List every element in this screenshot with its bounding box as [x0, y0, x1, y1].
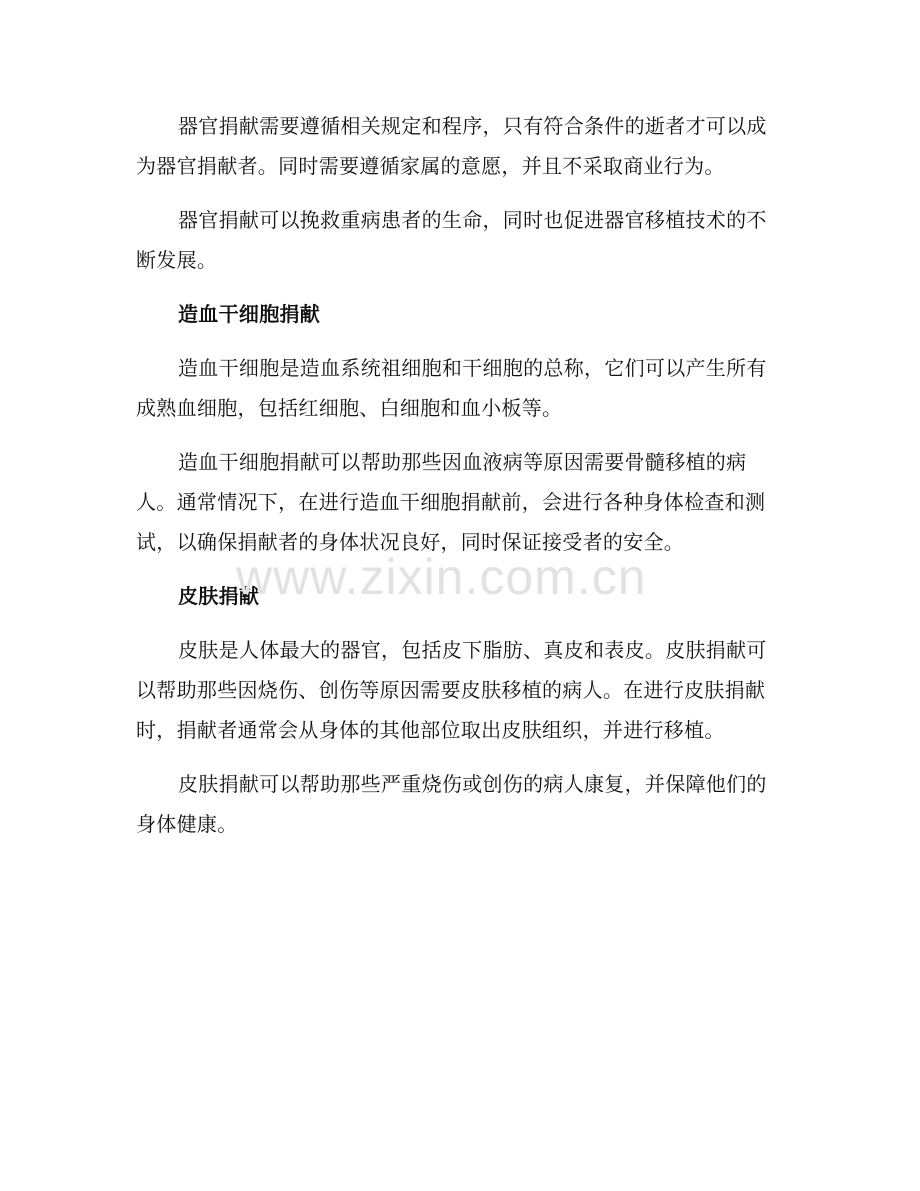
paragraph-organ-donation-rules: 器官捐献需要遵循相关规定和程序，只有符合条件的逝者才可以成为器官捐献者。同时需要遵循家属的意愿，并且不采取商业行为。 — [136, 114, 767, 178]
heading-skin-donation: 皮肤捐献 — [178, 584, 260, 608]
paragraph-skin-donation-benefit: 皮肤捐献可以帮助那些严重烧伤或创伤的病人康复，并保障他们的身体健康。 — [136, 772, 767, 836]
paragraph-stem-cell-definition: 造血干细胞是造血系统祖细胞和干细胞的总称，它们可以产生所有成熟血细胞，包括红细胞、白细胞和血小板等。 — [136, 356, 767, 420]
watermark: www.zixin.com.cn — [236, 549, 647, 605]
heading-hematopoietic-stem-cell-donation: 造血干细胞捐献 — [178, 302, 321, 326]
paragraph-skin-definition: 皮肤是人体最大的器官，包括皮下脂肪、真皮和表皮。皮肤捐献可以帮助那些因烧伤、创伤等原因需要皮肤移植的病人。在进行皮肤捐献时，捐献者通常会从身体的其他部位取出皮肤组织，并进行移植。 — [136, 638, 767, 742]
paragraph-organ-donation-benefit: 器官捐献可以挽救重病患者的生命，同时也促进器官移植技术的不断发展。 — [136, 208, 767, 272]
paragraph-stem-cell-donation-process: 造血干细胞捐献可以帮助那些因血液病等原因需要骨髓移植的病人。通常情况下，在进行造血干细胞捐献前，会进行各种身体检查和测试，以确保捐献者的身体状况良好，同时保证接受者的安全。 — [136, 450, 766, 554]
document-body — [136, 106, 776, 858]
